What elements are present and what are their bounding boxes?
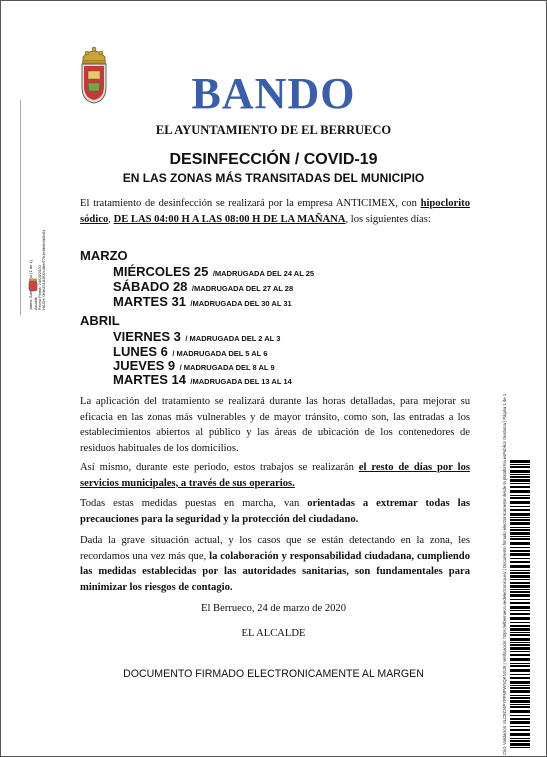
intro-hours: DE LAS 04:00 H A LAS 08:00 H DE LA MAÑANA — [113, 213, 346, 225]
barcode-bar — [510, 529, 530, 531]
month-april: ABRIL — [80, 313, 120, 328]
place-date: El Berrueco, 24 de marzo de 2020 — [200, 603, 347, 614]
barcode-bar — [510, 715, 530, 716]
day-note: /MADRUGADA DEL 30 AL 31 — [190, 299, 292, 308]
barcode-bar — [510, 585, 530, 588]
p2-emphasis: el resto de días por los servicios municipales, a través de sus operarios. — [80, 462, 470, 489]
barcode-bar — [510, 466, 530, 468]
barcode-bar — [510, 622, 530, 623]
barcode-bar — [510, 460, 530, 463]
barcode-bar — [510, 476, 530, 478]
barcode-bar — [510, 570, 530, 571]
barcode-bar — [510, 599, 530, 600]
intro-part2: , — [108, 213, 114, 225]
intro-part3: , los siguientes días: — [345, 213, 431, 225]
barcode-bar — [510, 582, 530, 584]
p3-text: Todas estas medidas puestas en marcha, van — [80, 498, 308, 509]
paragraph-municipal-services — [80, 460, 470, 491]
paragraph-situation — [80, 533, 470, 595]
day-note: /MADRUGADA DEL 13 AL 14 — [190, 377, 292, 386]
barcode-bar — [510, 517, 530, 518]
barcode-bar — [510, 561, 530, 563]
barcode-bar — [510, 509, 530, 511]
barcode-bar — [510, 464, 530, 465]
barcode-bar — [510, 575, 530, 578]
barcode-bar — [510, 658, 530, 661]
barcode-bar — [510, 501, 530, 504]
barcode-bar — [510, 697, 530, 699]
barcode-bar — [510, 677, 530, 679]
barcode-bar — [510, 706, 530, 708]
barcode-bar — [510, 718, 530, 720]
barcode-icon — [510, 460, 530, 750]
paragraph-measures — [80, 496, 470, 527]
intro-paragraph — [80, 196, 470, 227]
barcode-bar — [510, 743, 530, 746]
barcode-bar — [510, 721, 530, 724]
paragraph-application: La aplicación del tratamiento se realizará durante las horas detalladas, para mejorar su eficacia en las zonas más vulnerables y de mayor tránsito, como son, las entradas a los establecimientos abiertos al público y las áreas de ubicación de los contenedores de residuos habituales de los domicilios. — [80, 396, 470, 454]
day-note: /MADRUGADA DEL 27 AL 28 — [191, 284, 294, 293]
barcode-bar — [510, 542, 530, 545]
schedule-day — [113, 371, 292, 389]
barcode-bar — [510, 547, 530, 548]
p4-text: Dada la grave situación actual, y los casos que se están detectando en la zona, les recordamos una vez más que, — [80, 535, 470, 562]
barcode-bar — [510, 497, 530, 499]
barcode-bar — [510, 519, 530, 521]
page-title: BANDO — [191, 69, 356, 118]
signed-note: DOCUMENTO FIRMADO ELECTRONICAMENTE AL MARGEN — [123, 668, 424, 680]
barcode-bar — [510, 506, 530, 507]
main-heading: DESINFECCIÓN / COVID-19 — [169, 151, 378, 168]
barcode-bar — [510, 602, 530, 604]
p3-emphasis: orientadas a extremar todas las precauciones para la seguridad y la protección del ciudadano. — [80, 498, 471, 525]
role-line: Alcalde — [33, 296, 38, 310]
barcode-bar — [510, 690, 530, 693]
barcode-bar — [510, 687, 530, 689]
barcode-bar — [510, 538, 530, 540]
barcode-bar — [510, 685, 530, 686]
day-label: MARTES 31 — [113, 294, 186, 309]
barcode-bar — [510, 700, 530, 703]
signer-title: EL ALCALDE — [241, 628, 306, 639]
barcode-bar — [510, 606, 530, 609]
day-label: VIERNES 3 — [113, 329, 181, 344]
barcode-bar — [510, 522, 530, 525]
month-march: MARZO — [80, 248, 128, 263]
barcode-bar — [510, 565, 530, 568]
barcode-bar — [510, 740, 530, 742]
barcode-bar — [510, 572, 530, 574]
barcode-bar — [510, 486, 530, 488]
day-label: MIÉRCOLES 25 — [113, 264, 209, 279]
barcode-bar — [510, 613, 530, 615]
barcode-bar — [510, 729, 530, 731]
ayuntamiento-line: EL AYUNTAMIENTO DE EL BERRUECO — [155, 123, 392, 137]
barcode-bar — [510, 470, 530, 473]
barcode-bar — [510, 681, 530, 684]
barcode-bar — [510, 674, 530, 675]
barcode-bar — [510, 610, 530, 611]
barcode-bar — [510, 710, 530, 713]
day-label: JUEVES 9 — [113, 358, 176, 373]
verification-text: Cód. Validación: 6LC9ZJ4PYPPMFWNQKNGJ9 | Verificación: https://elberrueco.sedelectronica.es/ | Documento firmado electrónicamente desde la plataforma esPublico Gestiona | Página 1 de 1 — [502, 393, 507, 755]
barcode-bar — [510, 479, 530, 482]
barcode-bar — [510, 527, 530, 528]
barcode-bar — [510, 483, 530, 484]
barcode-bar — [510, 550, 530, 552]
barcode-bar — [510, 651, 530, 652]
sub-heading: EN LAS ZONAS MÁS TRANSITADAS DEL MUNICIPIO — [122, 171, 425, 185]
day-note: /MADRUGADA DEL 24 AL 25 — [212, 269, 315, 278]
barcode-bar — [510, 642, 530, 643]
barcode-bar — [510, 628, 530, 631]
barcode-bar — [510, 594, 530, 597]
barcode-bar — [510, 591, 530, 593]
barcode-bar — [510, 532, 530, 535]
barcode-bar — [510, 669, 530, 672]
barcode-bar — [510, 589, 530, 590]
signature-meta — [28, 220, 46, 310]
date-line: Fecha Firma: 24/03/2020 — [37, 265, 42, 310]
p4-emphasis: la colaboración y responsabilidad ciudadana, cumpliendo las medidas establecidas por las autoridades sanitarias, son fundamentales para minimizar los riesgos de contagio. — [80, 550, 470, 593]
day-label: MARTES 14 — [113, 372, 186, 387]
barcode-bar — [510, 632, 530, 633]
intro-product: hipoclorito sódico — [80, 198, 470, 225]
barcode-bar — [510, 738, 530, 739]
barcode-bar — [510, 513, 530, 516]
schedule-day — [113, 293, 292, 311]
barcode-bar — [510, 663, 530, 664]
barcode-bar — [510, 579, 530, 580]
mini-crest-icon — [27, 278, 39, 294]
barcode-bar — [510, 474, 530, 475]
barcode-bar — [510, 490, 530, 493]
barcode-bar — [510, 733, 530, 736]
barcode-bar — [510, 647, 530, 650]
hash-line: HASH: 0f4e25181f02c48ef77b3e9beb0b0c81 — [41, 229, 46, 310]
barcode-bar — [510, 617, 530, 620]
day-note: / MADRUGADA DEL 2 AL 3 — [185, 334, 281, 343]
barcode-bar — [510, 558, 530, 559]
day-note: / MADRUGADA DEL 5 AL 6 — [172, 349, 268, 358]
barcode-bar — [510, 665, 530, 667]
p2-text: Así mismo, durante este periodo, estos trabajos se realizarán — [80, 462, 359, 473]
day-note: / MADRUGADA DEL 8 AL 9 — [179, 363, 275, 372]
barcode-bar — [510, 704, 530, 705]
barcode-bar — [510, 654, 530, 656]
barcode-bar — [510, 747, 530, 748]
barcode-bar — [510, 695, 530, 696]
barcode-bar — [510, 726, 530, 727]
intro-part1: El tratamiento de desinfección se realizará por la empresa ANTICIMEX, con — [80, 198, 421, 209]
barcode-bar — [510, 495, 530, 496]
barcode-bar — [510, 625, 530, 627]
barcode-bar — [510, 634, 530, 636]
barcode-bar — [510, 638, 530, 641]
barcode-bar — [510, 644, 530, 646]
barcode-bar — [510, 536, 530, 537]
day-label: LUNES 6 — [113, 344, 168, 359]
barcode-bar — [510, 553, 530, 556]
day-label: SÁBADO 28 — [113, 279, 188, 294]
